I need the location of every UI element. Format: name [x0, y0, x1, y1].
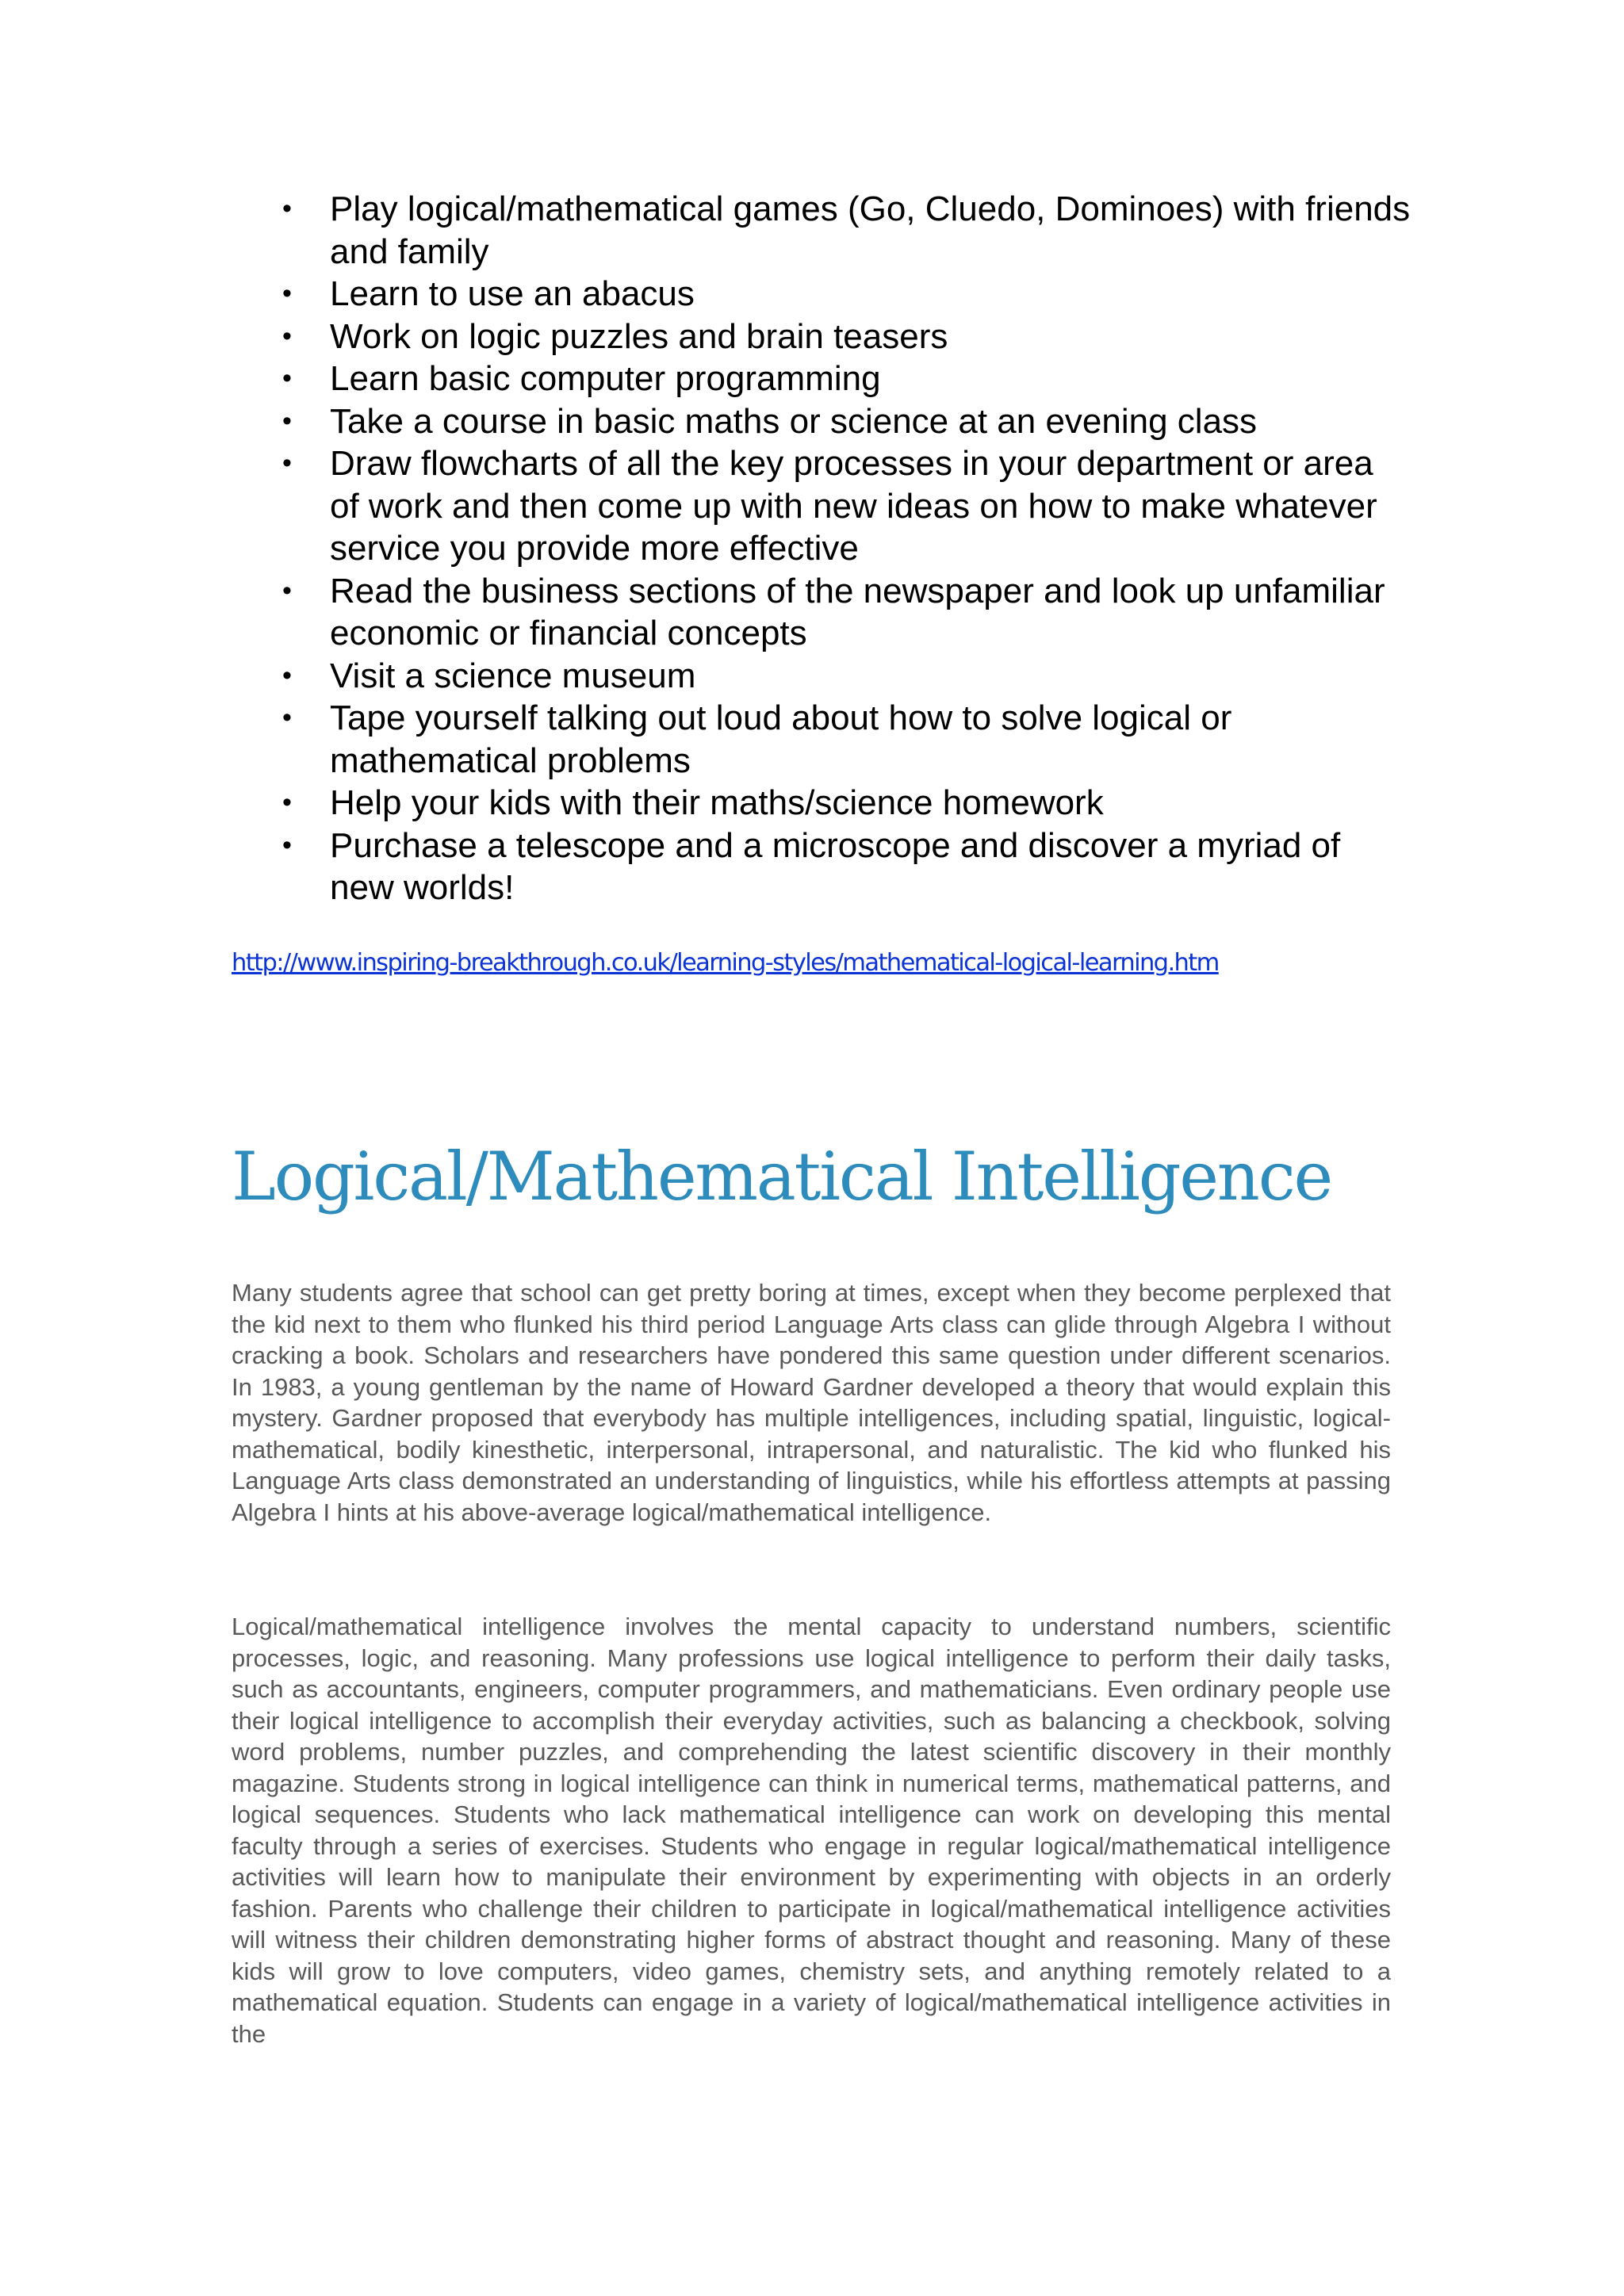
source-link[interactable]: http://www.inspiring-breakthrough.co.uk/learning-styles/mathematical-logical-learning.htm	[232, 949, 1219, 977]
list-item: • Learn to use an abacus	[270, 273, 1411, 316]
body-paragraph: Logical/mathematical intelligence involves the mental capacity to understand numbers, scientific processes, logic, and reasoning. Many professions use logical intelligence to perform their daily tasks, such as accountants, engineers, computer programmers, and mathematicians. Even ordinary people use their logical intelligence to accomplish their everyday activities, such as balancing a checkbook, solving word problems, number puzzles, and comprehending the latest scientific discovery in their monthly magazine. Students strong in logical intelligence can think in numerical terms, mathematical patterns, and logical sequences. Students who lack mathematical intelligence can work on developing this mental faculty through a series of exercises. Students who engage in regular logical/mathematical intelligence activities will learn how to manipulate their environment by experimenting with objects in an orderly fashion. Parents who challenge their children to participate in logical/mathematical intelligence activities will witness their children demonstrating higher forms of abstract thought and reasoning. Many of these kids will grow to love computers, video games, chemistry sets, and anything remotely related to a mathematical equation. Students can engage in a variety of logical/mathematical intelligence activities in the	[232, 1613, 1391, 2048]
list-item: • Learn basic computer programming	[270, 358, 1411, 400]
list-item: • Tape yourself talking out loud about how to solve logical or mathematical problems	[270, 697, 1411, 782]
list-item: • Help your kids with their maths/science homework	[270, 782, 1411, 825]
list-item: • Purchase a telescope and a microscope and discover a myriad of new worlds!	[270, 825, 1411, 909]
list-item: • Play logical/mathematical games (Go, Cluedo, Dominoes) with friends and family	[270, 188, 1411, 273]
list-item: • Draw flowcharts of all the key processes in your department or area of work and then come up with new ideas on how to make whatever service you provide more effective	[270, 442, 1411, 570]
section-heading: Logical/Mathematical Intelligence	[232, 1138, 1332, 1215]
tips-bullet-list	[270, 188, 1411, 909]
list-item: • Work on logic puzzles and brain teasers	[270, 316, 1411, 358]
list-item: • Visit a science museum	[270, 655, 1411, 698]
list-item: • Take a course in basic maths or science at an evening class	[270, 400, 1411, 443]
list-item: • Read the business sections of the newspaper and look up unfamiliar economic or financial concepts	[270, 570, 1411, 655]
body-paragraph: Many students agree that school can get pretty boring at times, except when they become perplexed that the kid next to them who flunked his third period Language Arts class can glide through Algebra I without cracking a book. Scholars and researchers have pondered this same question under different scenarios. In 1983, a young gentleman by the name of Howard Gardner developed a theory that would explain this mystery. Gardner proposed that everybody has multiple intelligences, including spatial, linguistic, logical-mathematical, bodily kinesthetic, interpersonal, intrapersonal, and naturalistic. The kid who flunked his Language Arts class demonstrated an understanding of linguistics, while his effortless attempts at passing Algebra I hints at his above-average logical/mathematical intelligence.	[232, 1279, 1391, 1526]
